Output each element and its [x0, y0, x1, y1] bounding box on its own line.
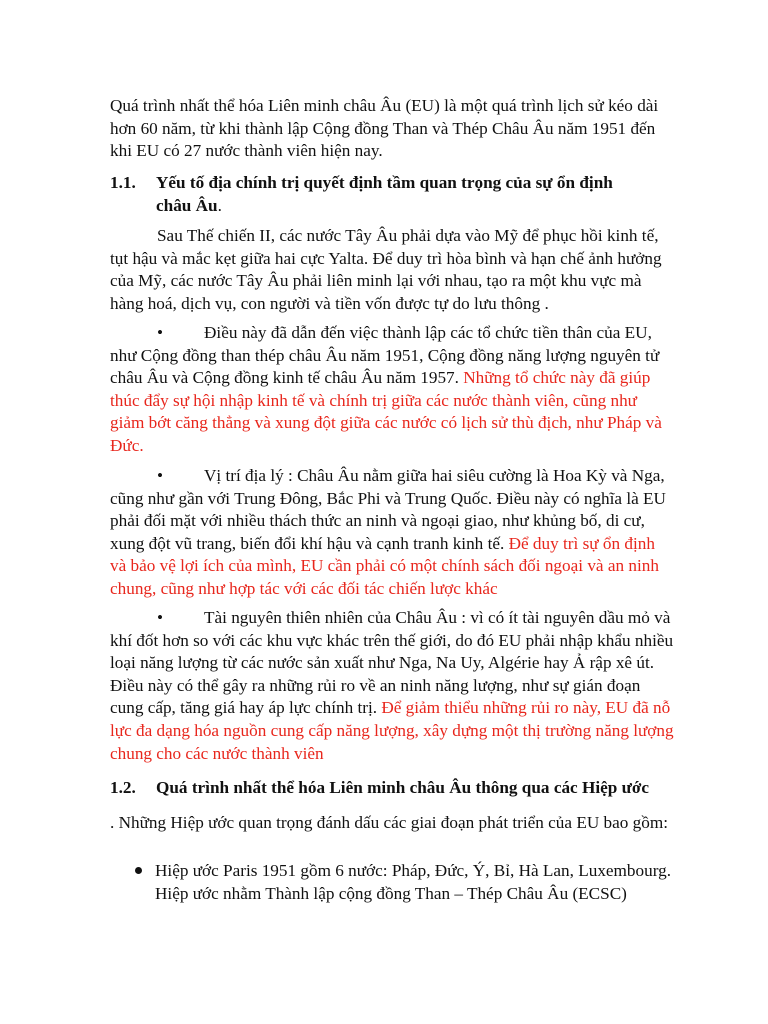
bullet-highlight: Những tổ chức này đã giúp thúc đẩy sự hội nhập kinh tế và chính trị giữa các nước thành viên, cũng như giảm bớt căng thẳng và xung đột giữa các nước có lịch sử thù địch, như Pháp và Đức.	[110, 368, 662, 455]
bullet-text: Vị trí địa lý : Châu Âu nằm giữa hai siêu cường là Hoa Kỳ và Nga, cũng như gần với Trung Đông, Bắc Phi và Trung Quốc. Điều này có nghĩa là EU phải đối mặt với nhiều thách thức an ninh và ngoại giao, như khủng bố, di cư, xung đột vũ trang, biến đổi khí hậu và cạnh tranh kinh tế.	[110, 466, 666, 553]
bullet-highlight: Để giảm thiểu những rủi ro này, EU đã nỗ lực đa dạng hóa nguồn cung cấp năng lượng, xây dựng một thị trường năng lượng chung cho các nước thành viên	[110, 698, 674, 763]
body-paragraph-2: . Những Hiệp ước quan trọng đánh dấu các giai đoạn phát triển của EU bao gồm:	[110, 813, 668, 832]
section-heading-1-1	[110, 172, 690, 217]
section-title-line1: Yếu tố địa chính trị quyết định tầm quan trọng của sự ổn định	[156, 173, 613, 192]
bullet-disc-icon	[135, 867, 142, 874]
section-title: Quá trình nhất thể hóa Liên minh châu Âu thông qua các Hiệp ước	[156, 778, 650, 797]
section-title-line2: châu Âu	[156, 195, 218, 215]
bullet-paragraph-3	[110, 607, 675, 765]
bullet-highlight: Để duy trì sự ổn định và bảo vệ lợi ích của mình, EU cần phải có một chính sách đối ngoại và an ninh chung, cũng như hợp tác với các đối tác chiến lược khác	[110, 533, 659, 598]
section-number: 1.1.	[110, 173, 136, 192]
section-heading-1-2	[110, 777, 690, 800]
bullet-paragraph-1	[110, 322, 675, 458]
bullet-icon: •	[157, 466, 164, 485]
list-item-text: Hiệp ước Paris 1951 gồm 6 nước: Pháp, Đức, Ý, Bỉ, Hà Lan, Luxembourg. Hiệp ước nhằm Thành lập cộng đồng Than – Thép Châu Âu (ECSC)	[155, 861, 672, 903]
bullet-text: Điều này đã dẫn đến việc thành lập các tổ chức tiền thân của EU, như Cộng đồng than thép châu Âu năm 1951, Cộng đồng năng lượng nguyên tử châu Âu và Cộng đồng kinh tế châu Âu năm 1957.	[110, 323, 660, 388]
bullet-icon: •	[157, 323, 164, 342]
bullet-icon: •	[157, 608, 164, 627]
intro-paragraph: Quá trình nhất thể hóa Liên minh châu Âu (EU) là một quá trình lịch sử kéo dài hơn 60 năm, từ khi thành lập Cộng đồng Than và Thép Châu Âu năm 1951 đến khi EU có 27 nước thành viên hiện nay.	[110, 96, 659, 161]
bullet-paragraph-2	[110, 465, 675, 601]
body-paragraph-1: Sau Thế chiến II, các nước Tây Âu phải dựa vào Mỹ để phục hồi kinh tế, tụt hậu và mắc kẹt giữa hai cực Yalta. Để duy trì hòa bình và hạn chế ảnh hưởng của Mỹ, các nước Tây Âu phải liên minh lại với nhau, tạo ra một khu vực mà hàng hoá, dịch vụ, con người và tiền vốn được tự do lưu thông .	[110, 226, 662, 313]
bullet-text: Tài nguyên thiên nhiên của Châu Âu : vì có ít tài nguyên dầu mỏ và khí đốt hơn so với các khu vực khác trên thế giới, do đó EU phải nhập khẩu nhiều loại năng lượng từ các nước sản xuất như Nga, Na Uy, Algérie hay Ả rập xê út. Điều này có thể gây ra những rủi ro về an ninh năng lượng, như sự gián đoạn cung cấp, tăng giá hay áp lực chính trị.	[110, 608, 674, 718]
list-item	[155, 860, 675, 905]
section-title-end: .	[217, 195, 222, 215]
section-number: 1.2.	[110, 778, 136, 797]
